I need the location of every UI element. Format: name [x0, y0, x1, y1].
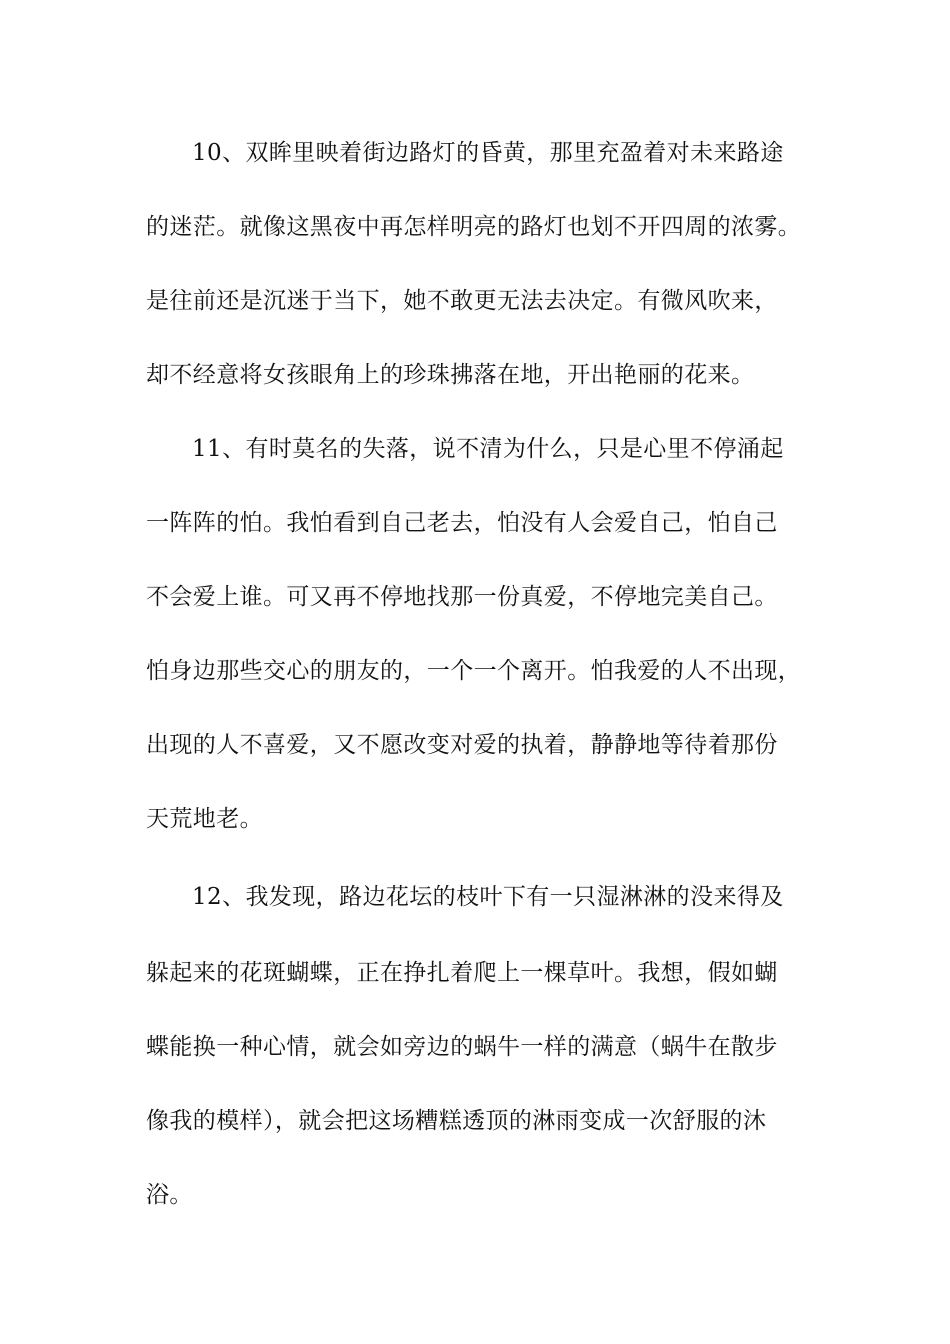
paragraph-10-line-3: 是往前还是沉迷于当下，她不敢更无法去决定。有微风吹来， — [146, 288, 778, 314]
paragraph-10-line-2: 的迷茫。就像这黑夜中再怎样明亮的路灯也划不开四周的浓雾。 — [146, 214, 802, 240]
paragraph-11-line-6: 天荒地老。 — [146, 806, 263, 832]
paragraph-12-line-4: 像我的模样），就会把这场糟糕透顶的淋雨变成一次舒服的沐 — [146, 1108, 767, 1134]
paragraph-11-line-5: 出现的人不喜爱，又不愿改变对爱的执着，静静地等待着那份 — [146, 732, 778, 758]
paragraph-11-line-1: 11、有时莫名的失落，说不清为什么，只是心里不停涌起 — [192, 436, 784, 462]
paragraph-12-line-5: 浴。 — [146, 1182, 193, 1208]
paragraph-12-line-2: 躲起来的花斑蝴蝶，正在挣扎着爬上一棵草叶。我想，假如蝴 — [146, 960, 778, 986]
paragraph-11-line-3: 不会爱上谁。可又再不停地找那一份真爱，不停地完美自己。 — [146, 584, 778, 610]
paragraph-12-line-3: 蝶能换一种心情，就会如旁边的蜗牛一样的满意（蜗牛在散步 — [146, 1034, 778, 1060]
paragraph-10-line-4: 却不经意将女孩眼角上的珍珠拂落在地，开出艳丽的花来。 — [146, 362, 755, 388]
paragraph-10-line-1: 10、双眸里映着街边路灯的昏黄，那里充盈着对未来路途 — [192, 140, 784, 166]
paragraph-11-line-2: 一阵阵的怕。我怕看到自己老去，怕没有人会爱自己，怕自己 — [146, 510, 778, 536]
paragraph-12-line-1: 12、我发现，路边花坛的枝叶下有一只湿淋淋的没来得及 — [192, 884, 784, 910]
paragraph-11-line-4: 怕身边那些交心的朋友的，一个一个离开。怕我爱的人不出现， — [146, 658, 802, 684]
